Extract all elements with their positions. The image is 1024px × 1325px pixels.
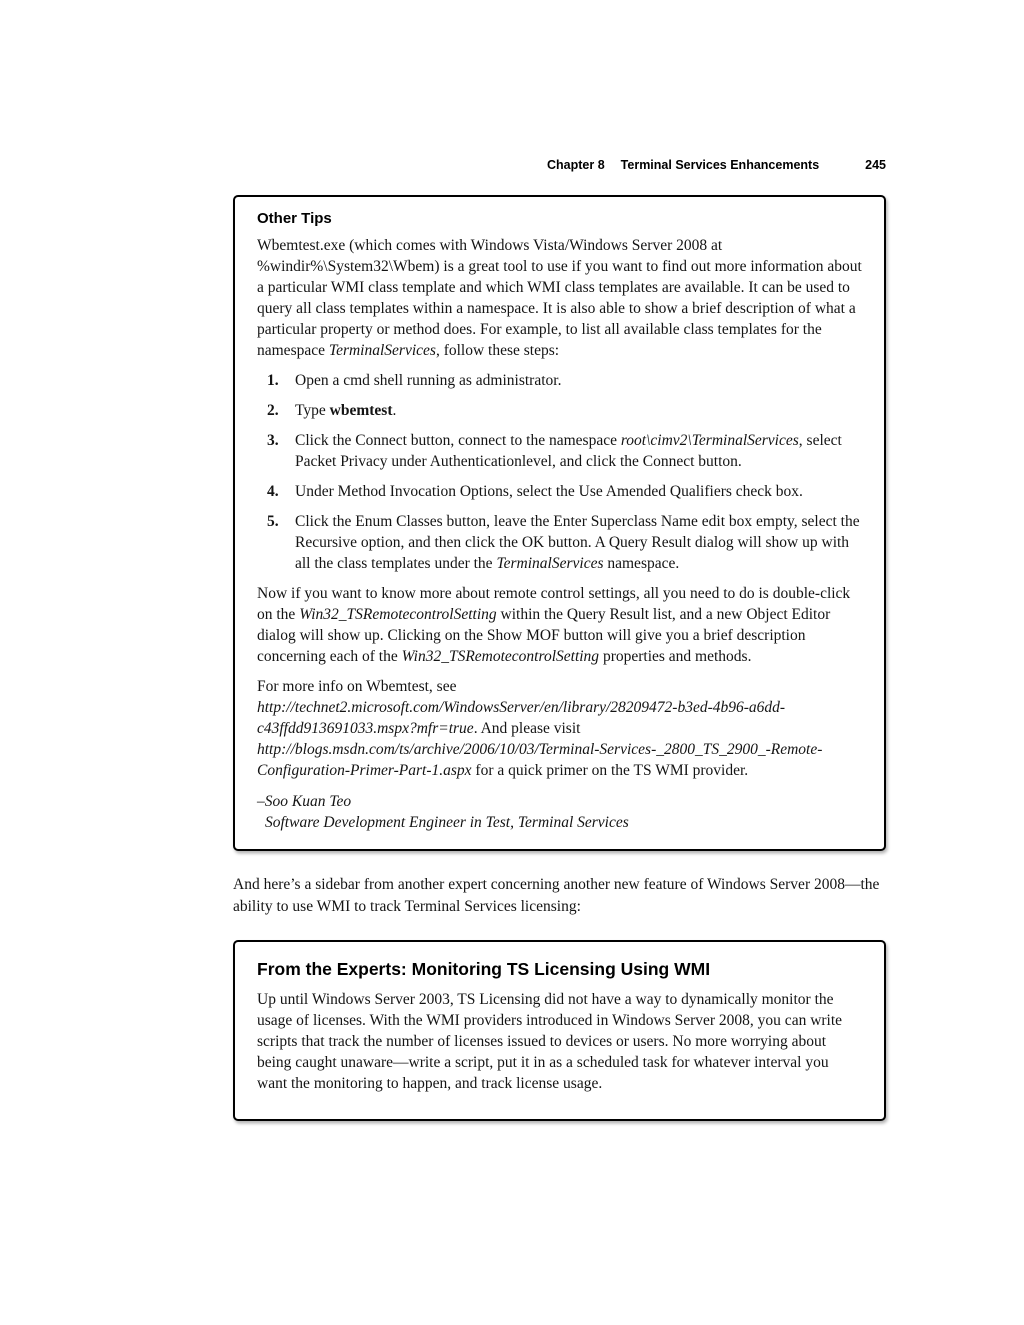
intro-paragraph: Wbemtest.exe (which comes with Windows Vista/Windows Server 2008 at %windir%\System32\Wbem) is a great tool to use if you want to find out more information about a particular WMI class template and which WMI class templates are available. It can be used to query all class templates within a namespace. It is also able to show a brief description of what a particular property or method does. For example, to list all available class templates for the namespace TerminalServices, follow these steps:	[257, 237, 862, 359]
attribution-title: Software Development Engineer in Test, Terminal Services	[265, 814, 629, 831]
experts-title: From the Experts: Monitoring TS Licensing Using WMI	[257, 959, 711, 979]
step-number: 3.	[267, 432, 279, 449]
steps-list	[257, 370, 862, 574]
step-text: Open a cmd shell running as administrator.	[295, 372, 562, 389]
step-number: 1.	[267, 372, 279, 389]
step-text: Type wbemtest.	[295, 402, 397, 419]
chapter-title: Terminal Services Enhancements	[620, 158, 820, 172]
attribution	[257, 791, 862, 833]
step-number: 2.	[267, 402, 279, 419]
step-text: Click the Connect button, connect to the namespace root\cimv2\TerminalServices, select Packet Privacy under Authenticationlevel, and click the Connect button.	[295, 432, 842, 470]
step-number: 5.	[267, 513, 279, 530]
step-item-3	[257, 430, 862, 472]
other-tips-sidebar	[233, 195, 886, 851]
remote-control-paragraph: Now if you want to know more about remote control settings, all you need to do is double-click on the Win32_TSRemotecontrolSetting within the Query Result list, and a new Object Editor dialog will show up. Clicking on the Show MOF button will give you a brief description concerning each of the Win32_TSRemotecontrolSetting properties and methods.	[257, 585, 851, 665]
step-item-2	[257, 400, 862, 421]
step-number: 4.	[267, 483, 279, 500]
between-paragraph: And here’s a sidebar from another expert concerning another new feature of Windows Server 2008—the ability to use WMI to track Terminal Services licensing:	[233, 876, 880, 915]
experts-sidebar	[233, 940, 886, 1121]
experts-paragraph: Up until Windows Server 2003, TS Licensing did not have a way to dynamically monitor the usage of licenses. With the WMI providers introduced in Windows Server 2008, you can write scripts that track the number of licenses issued to devices or users. No more worrying about being caught unaware—write a script, put it in as a scheduled task for whatever interval you want the monitoring to happen, and track license usage.	[257, 991, 843, 1092]
more-info-paragraph: For more info on Wbemtest, see http://technet2.microsoft.com/WindowsServer/en/library/28209472-b3ed-4b96-a6dd-c43ffdd913691033.mspx?mfr=true. And please visit http://blogs.msdn.com/ts/archive/2006/10/03/Terminal-Services-_2800_TS_2900_-Remote-Configuration-Primer-Part-1.aspx for a quick primer on the TS WMI provider.	[257, 678, 823, 779]
other-tips-title: Other Tips	[257, 210, 332, 227]
running-header	[233, 158, 886, 172]
attribution-name: –Soo Kuan Teo	[257, 793, 352, 810]
page-number: 245	[865, 158, 886, 172]
step-item-4	[257, 481, 862, 502]
chapter-label: Chapter 8	[547, 158, 605, 172]
step-text: Under Method Invocation Options, select the Use Amended Qualifiers check box.	[295, 483, 803, 500]
step-item-1	[257, 370, 862, 391]
step-item-5	[257, 511, 862, 574]
step-text: Click the Enum Classes button, leave the Enter Superclass Name edit box empty, select the Recursive option, and then click the OK button. A Query Result dialog will show up with all the class templates under the TerminalServices namespace.	[295, 513, 860, 572]
